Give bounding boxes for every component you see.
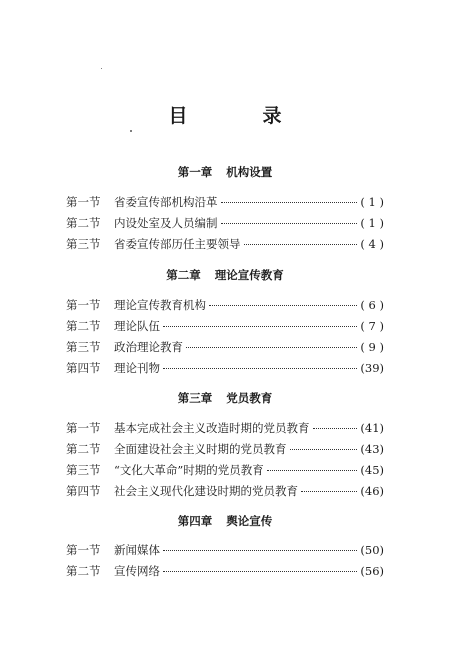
section-number: 第三节 <box>66 463 101 477</box>
leader-dots <box>221 223 358 224</box>
chapter-name: 机构设置 <box>226 165 273 179</box>
chapter-heading <box>0 267 450 283</box>
chapter-name: 理论宣传教育 <box>214 268 284 282</box>
page-number: ( 4 ) <box>360 237 384 251</box>
chapter-number: 第三章 <box>177 391 213 405</box>
section-title: 省委宣传部历任主要领导 <box>114 237 241 251</box>
page-number: (39) <box>360 361 384 375</box>
leader-dots <box>163 550 357 551</box>
page-number: (56) <box>360 564 384 578</box>
leader-dots <box>221 202 358 203</box>
chapter-number: 第二章 <box>166 268 201 282</box>
toc-entry[interactable] <box>66 441 384 457</box>
toc-entry[interactable] <box>66 236 384 252</box>
leader-dots <box>209 305 357 306</box>
section-title: 社会主义现代化建设时期的党员教育 <box>114 484 298 498</box>
section-number: 第一节 <box>66 421 101 435</box>
toc-entry[interactable] <box>66 542 384 558</box>
page-number: ( 1 ) <box>360 216 384 230</box>
page-number: ( 6 ) <box>360 298 384 312</box>
page-number: ( 1 ) <box>360 195 384 209</box>
toc-entry[interactable] <box>66 483 384 499</box>
section-title: 全面建设社会主义时期的党员教育 <box>114 442 287 456</box>
section-number: 第一节 <box>66 543 101 557</box>
page-number: (45) <box>360 463 384 477</box>
toc-entry[interactable] <box>66 462 384 478</box>
chapter-name: 舆论宣传 <box>226 514 273 528</box>
leader-dots <box>313 428 358 429</box>
print-speck <box>101 68 102 69</box>
toc-entry[interactable] <box>66 215 384 231</box>
page-number: (41) <box>360 421 384 435</box>
toc-entry[interactable] <box>66 297 384 313</box>
leader-dots <box>163 571 357 572</box>
section-number: 第四节 <box>66 361 101 375</box>
toc-entry[interactable] <box>66 420 384 436</box>
leader-dots <box>267 470 358 471</box>
toc-entry[interactable] <box>66 360 384 376</box>
toc-entry[interactable] <box>66 563 384 579</box>
print-speck <box>130 130 132 132</box>
page-number: (50) <box>360 543 384 557</box>
page-title: 目 录 <box>168 105 310 127</box>
section-title: 政治理论教育 <box>114 340 183 354</box>
section-number: 第二节 <box>66 564 101 578</box>
page-number: (43) <box>360 442 384 456</box>
section-number: 第三节 <box>66 340 101 354</box>
section-title: 理论队伍 <box>114 319 160 333</box>
chapter-number: 第一章 <box>177 165 213 179</box>
section-title: 内设处室及人员编制 <box>114 216 218 230</box>
chapter-heading <box>0 164 450 180</box>
section-number: 第一节 <box>66 195 101 209</box>
toc-entry[interactable] <box>66 318 384 334</box>
section-number: 第一节 <box>66 298 101 312</box>
page-number: ( 7 ) <box>360 319 384 333</box>
section-title: 基本完成社会主义改造时期的党员教育 <box>114 421 310 435</box>
section-title: 理论刊物 <box>114 361 160 375</box>
section-number: 第三节 <box>66 237 101 251</box>
leader-dots <box>163 326 357 327</box>
section-number: 第二节 <box>66 216 101 230</box>
page-number: ( 9 ) <box>360 340 384 354</box>
section-title: 省委宣传部机构沿革 <box>114 195 218 209</box>
chapter-heading <box>0 513 450 529</box>
toc-entry[interactable] <box>66 339 384 355</box>
chapter-heading <box>0 390 450 406</box>
section-number: 第四节 <box>66 484 101 498</box>
chapter-name: 党员教育 <box>226 391 273 405</box>
section-title: 宣传网络 <box>114 564 160 578</box>
leader-dots <box>301 491 357 492</box>
toc-entry[interactable] <box>66 194 384 210</box>
leader-dots <box>244 244 358 245</box>
section-title: “文化大革命”时期的党员教育 <box>114 463 264 477</box>
section-number: 第二节 <box>66 319 101 333</box>
section-title: 理论宣传教育机构 <box>114 298 206 312</box>
page-number: (46) <box>360 484 384 498</box>
section-title: 新闻媒体 <box>114 543 160 557</box>
leader-dots <box>290 449 358 450</box>
leader-dots <box>163 368 357 369</box>
leader-dots <box>186 347 357 348</box>
chapter-number: 第四章 <box>177 514 213 528</box>
section-number: 第二节 <box>66 442 101 456</box>
